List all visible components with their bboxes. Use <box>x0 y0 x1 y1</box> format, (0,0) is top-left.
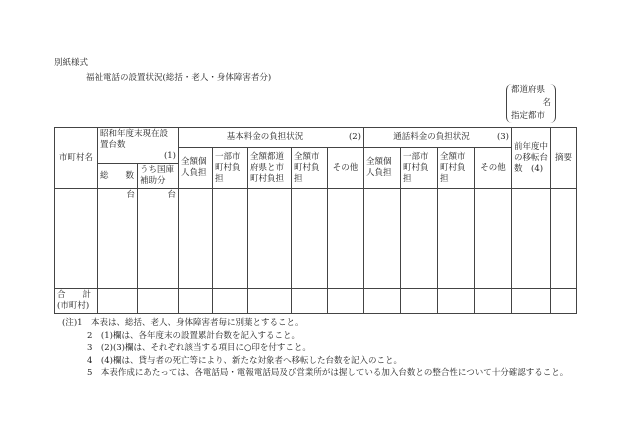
total-cell[interactable] <box>475 289 512 314</box>
note-1: (注)1 本表は、総括、老人、身体障害者毎に別葉とすること。 <box>62 318 304 328</box>
body-cell[interactable] <box>292 189 328 289</box>
basic-col: その他 <box>328 148 364 189</box>
body-cell[interactable] <box>55 189 98 289</box>
call-fee-header: 通話料金の負担状況 (3) <box>364 128 512 148</box>
body-cell[interactable] <box>179 189 213 289</box>
call-col: 全額市町村負担 <box>438 148 475 189</box>
call-col: 全額個人負担 <box>364 148 401 189</box>
total-cell[interactable] <box>98 289 138 314</box>
body-cell[interactable] <box>401 189 438 289</box>
body-cell[interactable] <box>213 189 248 289</box>
total-cell[interactable] <box>438 289 475 314</box>
note-5: 5 本表作成にあたっては、各電話局・電報電話局及び営業所がは握している加入台数との整合性について十分確認すること。 <box>87 368 569 378</box>
note-3: 3 (2)(3)欄は、それぞれ該当する項目に○印を付すこと。 <box>87 343 311 353</box>
total-cell[interactable] <box>401 289 438 314</box>
total-cell[interactable] <box>138 289 179 314</box>
total-cell[interactable] <box>512 289 551 314</box>
total-cell[interactable] <box>328 289 364 314</box>
body-cell[interactable] <box>475 189 512 289</box>
note-2: 2 (1)欄は、各年度末の設置累計台数を記入すること。 <box>87 330 300 341</box>
designated-city-label: 指定都市 <box>511 111 546 121</box>
basic-fee-header: 基本料金の負担状況 (2) <box>179 128 364 148</box>
body-cell[interactable] <box>551 189 577 289</box>
unit-cell[interactable]: 台 <box>98 189 138 289</box>
body-cell[interactable] <box>438 189 475 289</box>
total-cell[interactable] <box>248 289 292 314</box>
prefecture-label: 都道府県 <box>511 85 546 95</box>
total-cell[interactable] <box>179 289 213 314</box>
basic-col: 全額都道府県と市町村負担 <box>248 148 292 189</box>
basic-col: 全額市町村負担 <box>292 148 328 189</box>
form-body <box>54 127 614 380</box>
prefecture-box <box>506 84 556 123</box>
body-cell[interactable] <box>364 189 401 289</box>
name-label: 名 <box>542 98 551 108</box>
page-title: 福祉電話の設置状況(総括・老人・身体障害者分) <box>86 73 272 83</box>
notes <box>62 317 614 380</box>
total-cell[interactable] <box>364 289 401 314</box>
transfer-header: 前年度中の移転台数 (4) <box>512 128 551 189</box>
unit-cell[interactable]: 台 <box>138 189 179 289</box>
basic-col: 一部市町村負担 <box>213 148 248 189</box>
subsidized-header: うち国庫補助分 <box>138 164 179 189</box>
total-row-label: 合 計 (市町村) <box>55 289 98 314</box>
installation-table <box>54 127 577 314</box>
body-cell[interactable] <box>512 189 551 289</box>
total-cell[interactable] <box>213 289 248 314</box>
body-cell[interactable] <box>248 189 292 289</box>
body-cell[interactable] <box>328 189 364 289</box>
note-4: 4 (4)欄は、貸与者の死亡等により、新たな対象者へ移転した台数を記入のこと。 <box>87 355 402 366</box>
installed-header: 昭和年度末現在設置台数 (1) <box>98 128 179 164</box>
total-cell[interactable] <box>551 289 577 314</box>
basic-col: 全額個人負担 <box>179 148 213 189</box>
remarks-header: 摘要 <box>551 128 577 189</box>
municipality-header: 市町村名 <box>55 128 98 189</box>
total-cell[interactable] <box>292 289 328 314</box>
call-col: 一部市町村負担 <box>401 148 438 189</box>
form-label: 別紙様式 <box>54 58 89 68</box>
total-header: 総 数 <box>98 164 138 189</box>
call-col: その他 <box>475 148 512 189</box>
